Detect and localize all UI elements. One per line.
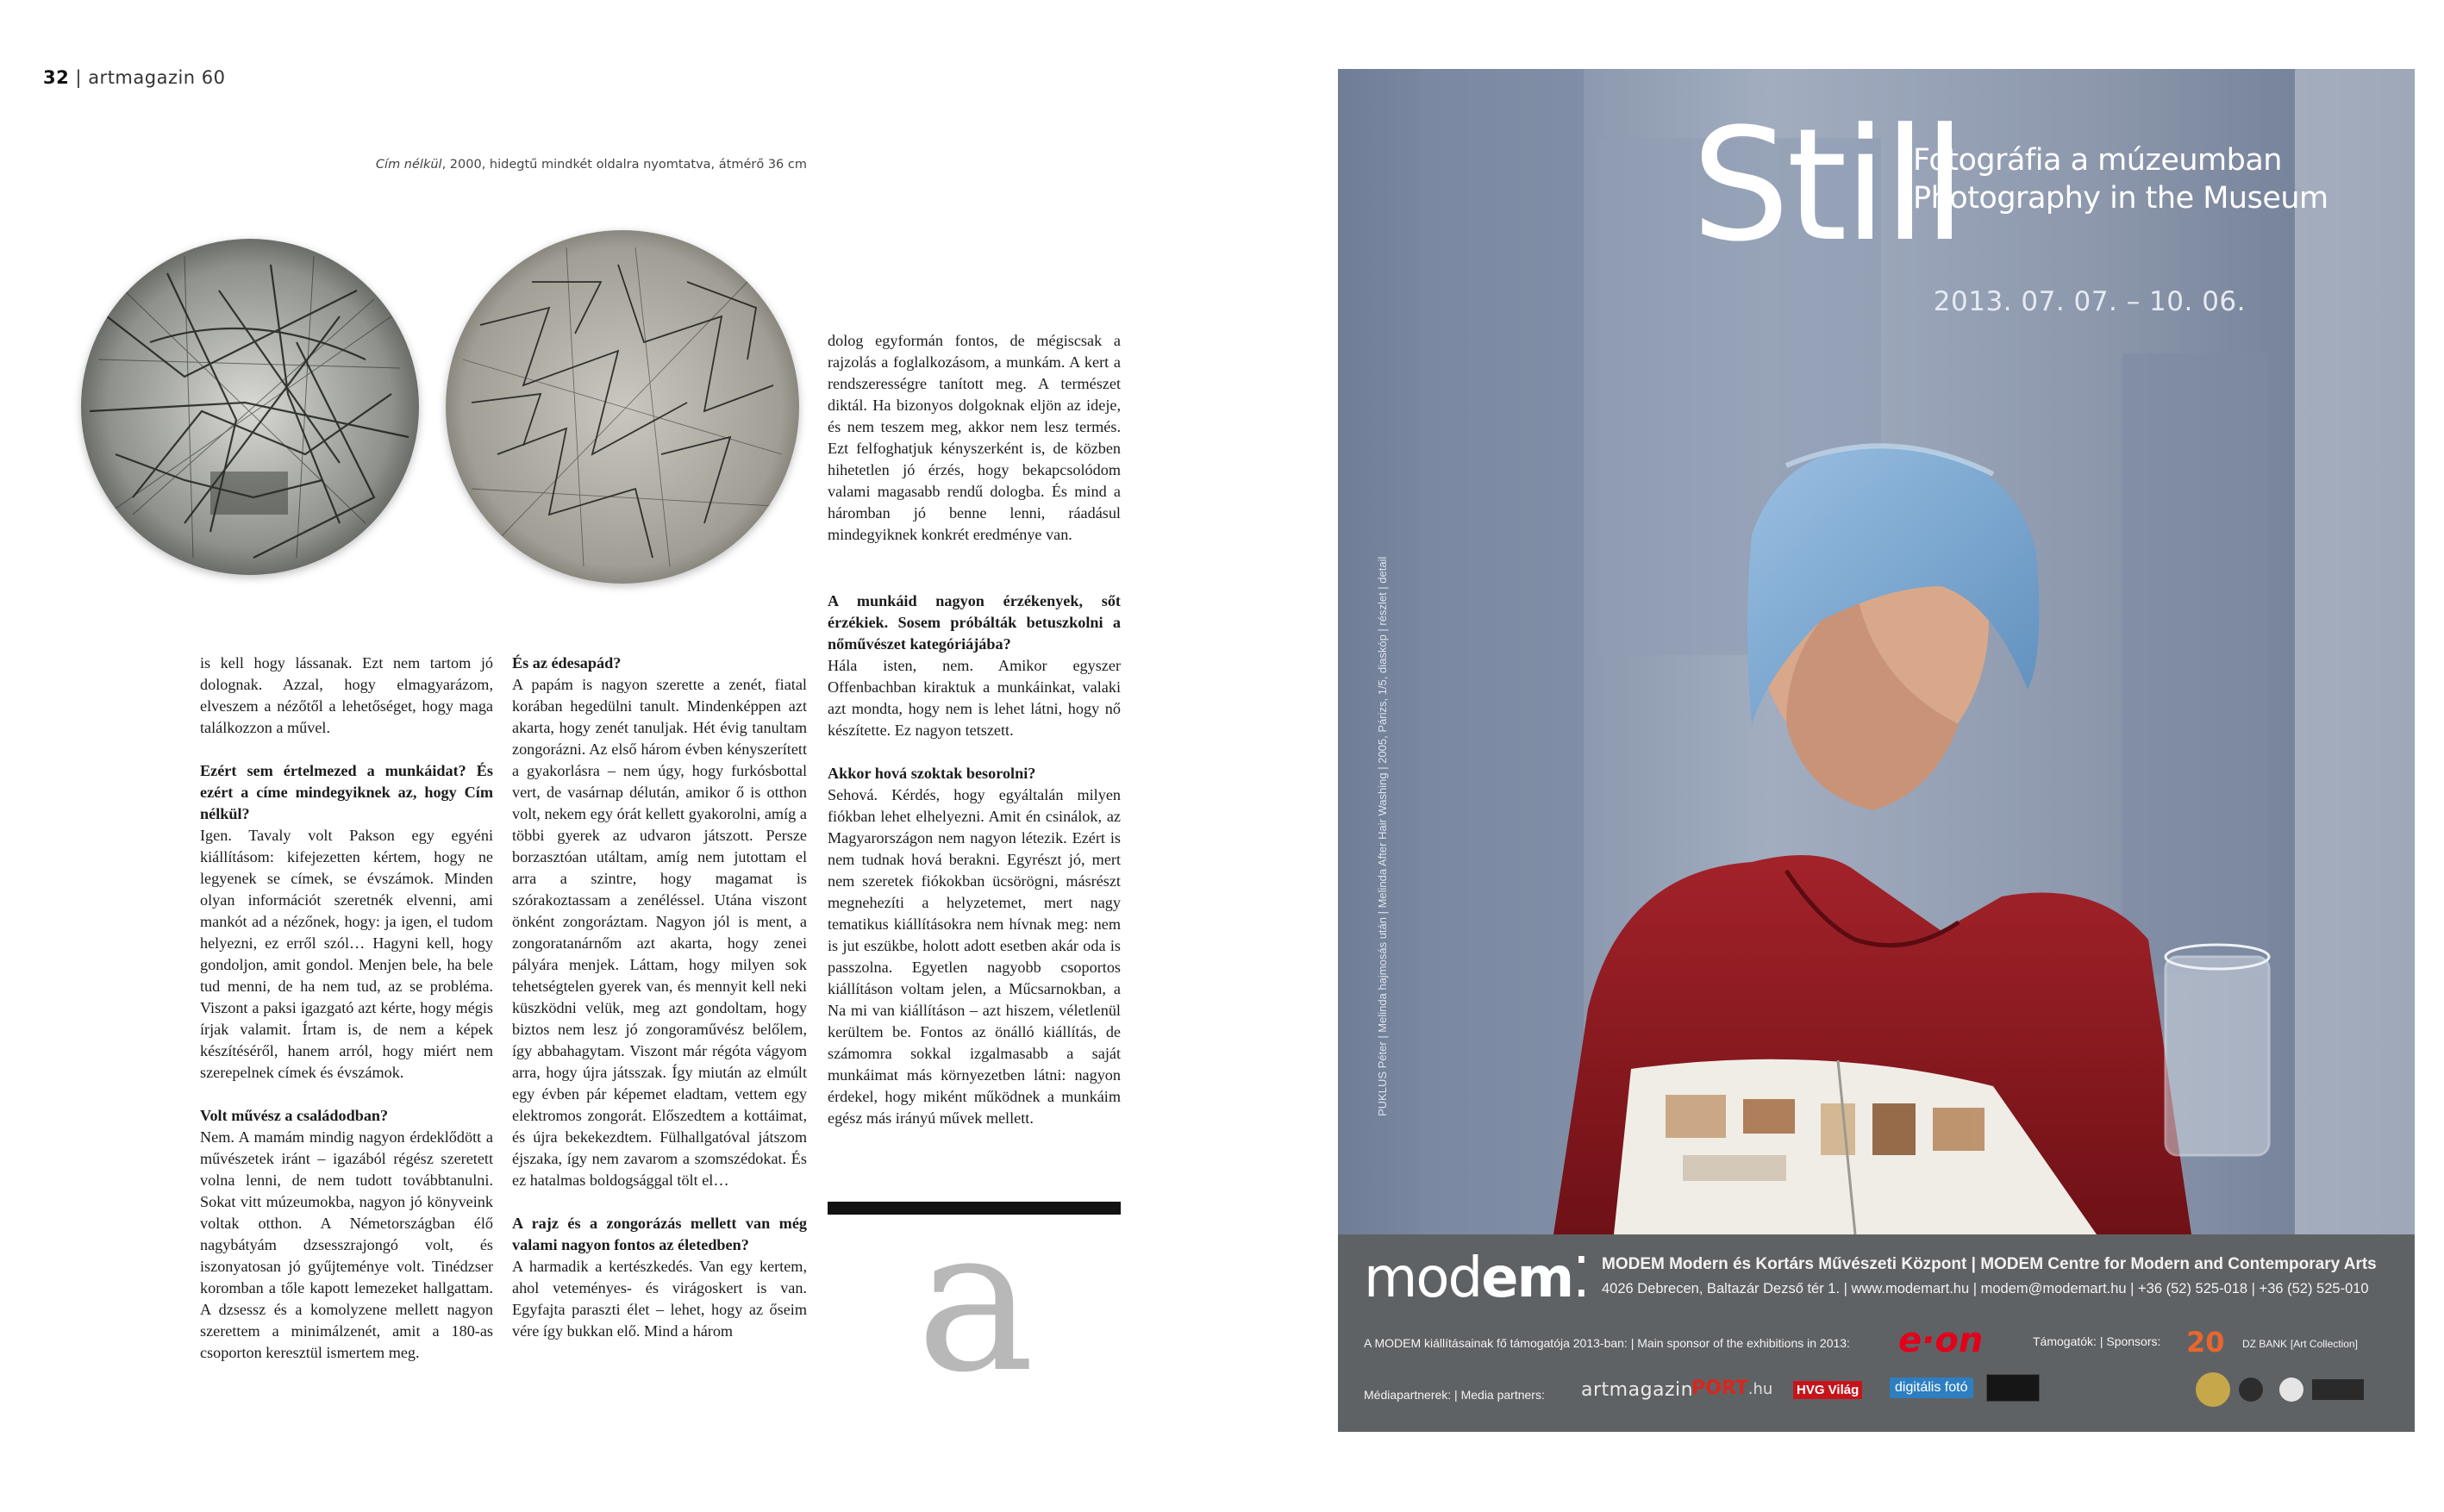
interview-question: És az édesapád? [512,654,622,672]
ad-dates: 2013. 07. 07. – 10. 06. [1933,286,2246,317]
interview-question: Ezért sem értelmezed a munkáidat? És ezért a címe mindegyiknek az, hogy Cím nélkül? [200,762,493,822]
article-column-3-top [828,330,1121,546]
caption-title: Cím nélkül [375,158,442,172]
column-paragraph: Hála isten, nem. Amikor egyszer Offenbachban kiraktuk a munkáinkat, valaki azt mondta, hogy nem is lehet látni, hogy nő készítette. Ez nagyon tetszett. [828,657,1121,739]
institution-address: 4026 Debrecen, Baltazár Dezső tér 1. | www.modemart.hu | modem@modemart.hu | +36 (52) 525-018 | +36 (52) 525-010 [1602,1281,2369,1296]
svg-text:20: 20 [2186,1326,2225,1357]
modem-logo [1364,1246,1589,1310]
anniversary-logo-icon [2186,1326,2238,1357]
partner-logo-icon [2312,1379,2364,1400]
port-name: PORT [1691,1378,1748,1399]
ad-footer [1338,1234,2415,1432]
sponsors-en: Sponsors: [2106,1334,2161,1348]
supporters-label: Támogatók: | Sponsors: [2033,1334,2161,1348]
emblem-icon [2279,1378,2303,1402]
hvg-logo: HVG Világ [1793,1381,1862,1399]
page-folio [43,67,226,88]
column-paragraph: Nem. A mamám mindig nagyon érdeklődött a művészetek iránt – igazából régész szeretett volna lenni, de nem tudott továbbtanulni. Sokat vitt múzeumokba, nagyon jó könyveink voltak otthon. A Németországban élő nagybátyám dzsesszrajongó volt, és iszonyatosan jó gyűjteménye volt. Tinédzser koromban a tőle kapott lemezeket hallgattam. A dzsessz és a komolyzene mellett nagyon szerettem a minimálzenét, amit a 180-as csoporton keresztül ismertem meg. [200,1128,493,1361]
etching-left [81,239,419,575]
magazine-initial: a [916,1186,1035,1416]
interview-question: Volt művész a családodban? [200,1107,389,1124]
etching-right [446,230,799,584]
caption-details: , 2000, hidegtű mindkét oldalra nyomtatva, átmérő 36 cm [441,158,807,172]
main-sponsor-text: A MODEM kiállításainak fő támogatója 2013-ban: | Main sponsor of the exhibitions in 2013: [1364,1336,1850,1350]
digitalis-foto-logo: digitális fotó [1890,1378,1973,1398]
port-logo [1691,1378,1772,1399]
logo-bold-part: em [1481,1246,1573,1310]
logo-light-part: mod [1364,1246,1482,1310]
column-paragraph: dolog egyformán fontos, de mégiscsak a rajzolás a foglalkozásom, a munkám. A kert a rendszerességre tanított meg. A természet diktál. Ha bizonyos dolgoknak eljön az ideje, és nem teszem meg, akkor nem lesz termés. Ezt felfoghatjuk kényszerként is, de közben hihetetlen jó érzés, hogy bekapcsolódom valami magasabb rendű dologba. És mind a háromban jó benne lenni, ráadásul mindegyiknek konkrét eredménye van. [828,332,1121,543]
column-paragraph: is kell hogy lássanak. Ezt nem tartom jó dolognak. Azzal, hogy elmagyarázom, elveszem a nézőtől a lehetőséget, hogy maga találkozzon a művel. [200,654,493,736]
article-column-2 [512,653,807,1342]
dz-bank-note: [Art Collection] [2290,1338,2358,1350]
dz-bank-name: DZ BANK [2242,1338,2288,1350]
interview-question: Akkor hová szoktak besorolni? [828,765,1036,782]
column-paragraph: A papám is nagyon szerette a zenét, fiatal korában hegedülni tanult. Mindenképpen azt akarta, hogy zenét tanuljak. Hét évig tanultam zongorázni. Az első három évben kényszerített a gyakorlásra – nem úgy, hogy furkósbottal vert, de vasárnap délután, amikor ő is otthon volt, nekem egy órát kellett gyakorolni, amíg a többi gyerek az udvaron játszott. Persze borzasztóan utáltam, amíg nem jutottam el arra a szintre, hogy magamat is szórakoztassam a zenéléssel. Utána viszont önként zongoráztam. Nagyon jól is ment, a zongoratanárnőm azt akarta, hogy zenei pályára menjek. Láttam, hogy milyen sok tehetségtelen gyerek van, és mennyit kell neki küszködni velük, meg azt gondoltam, hogy biztos nem lesz jó zongoraművész belőlem, így abbahagytam. Viszont már régóta vágyom arra, hogy újra játsszak. Így miután az elmúlt egy évben pár képemet eladtam, vettem egy elektromos zongorát. Előszedtem a kottáimat, és újra bekekezdtem. Fülhallgatóval játszom éjszaka, így nem zavarom a szomszédokat. És ez hatalmas boldogsággal tölt el… [512,676,807,1189]
institution-name: MODEM Modern és Kortárs Művészeti Központ | MODEM Centre for Modern and Contemporary Arts [1602,1255,2377,1273]
artwork-caption [345,158,807,172]
logo-dots-icon: ⁚ [1572,1246,1589,1310]
magazine-name: artmagazin 60 [88,67,226,88]
interview-question: A rajz és a zongorázás mellett van még valami nagyon fontos az életedben? [512,1215,807,1253]
ad-subtitle-en: Photography in the Museum [1913,181,2328,216]
article-column-3-bottom [828,590,1121,1129]
folio-separator: | [75,67,82,88]
eon-logo: e·on [1898,1321,1984,1360]
seal-icon [2196,1372,2230,1407]
photo-credit: PUKLUS Péter | Melinda hajmosás után | Melinda After Hair Washing | 2005, Párizs, 1/5, diaskóp | részlet | detail [1376,556,1389,1116]
column-paragraph: Sehová. Kérdés, hogy egyáltalán milyen fiókban lehet elhelyezni. Amit én csinálok, az Magyarországon nem nagyon létezik. Ezért is nem tudnak hová berakni. Egyrészt jó, mert nem szeretek fiókokban ücsörögni, másrészt megnehezíti a helyzetemet, mert nagy tematikus kiállításokra nem hívnak meg: nem is jut eszükbe, holott adott esetben akár oda is passzolna. Egyetlen nagyobb csoportos kiállításon voltam jelen, a Műcsarnokban, a Na mi van kiállításon – azt hiszem, véletlenül kerültem be. Fontos az önálló kiállítás, de számomra sokkal izgalmasabb a saját munkáimat más környezetben látni: nagyon érdekel, hogy miként működnek a munkáim egész más irányú művek mellett. [828,786,1121,1127]
article-column-1 [200,653,493,1364]
crest-icon [2239,1378,2263,1402]
exhibition-advertisement [1338,69,2415,1432]
supporters-hu: Támogatók: [2033,1334,2097,1348]
media-partners-label: Médiapartnerek: | Media partners: [1364,1388,1545,1402]
ad-title: Still [1691,96,1963,276]
page-number: 32 [43,67,70,88]
artmagazin-logo: artmagazin [1581,1379,1694,1401]
dz-bank-logo [2242,1336,2358,1350]
column-paragraph: Igen. Tavaly volt Pakson egy egyéni kiállításom: kifejezetten kértem, hogy ne legyenek se címek, se évszámok. Minden olyan információt szeretnék elvenni, ami mankót ad a nézőnek, hogy: ja igen, el tudom helyezni, ez erről szól… Hagyni kell, hogy gondoljon, amit gondol. Menjen bele, ha bele tud menni, de ha nem tud, az se probléma. Viszont a paksi igazgató azt kérte, hogy mégis írjak valamit. Írtam is, de nem a képek készítéséről, hanem arról, hogy miért nem szerepelnek címek és évszámok. [200,827,493,1081]
radio-logo-icon [1986,1374,2040,1402]
ad-subtitle-hu: Fotográfia a múzeumban [1913,143,2282,178]
column-paragraph: A harmadik a kertészkedés. Van egy kertem, ahol veteményes- és virágoskert is van. Egyfajta paraszti élet – lehet, hogy az őseim vére így bukkan elő. Mind a három [512,1258,807,1340]
port-domain: .hu [1747,1380,1773,1398]
interview-question: A munkáid nagyon érzékenyek, sőt érzékiek. Sosem próbálták betuszkolni a nőművészet kategóriájába? [828,592,1121,653]
